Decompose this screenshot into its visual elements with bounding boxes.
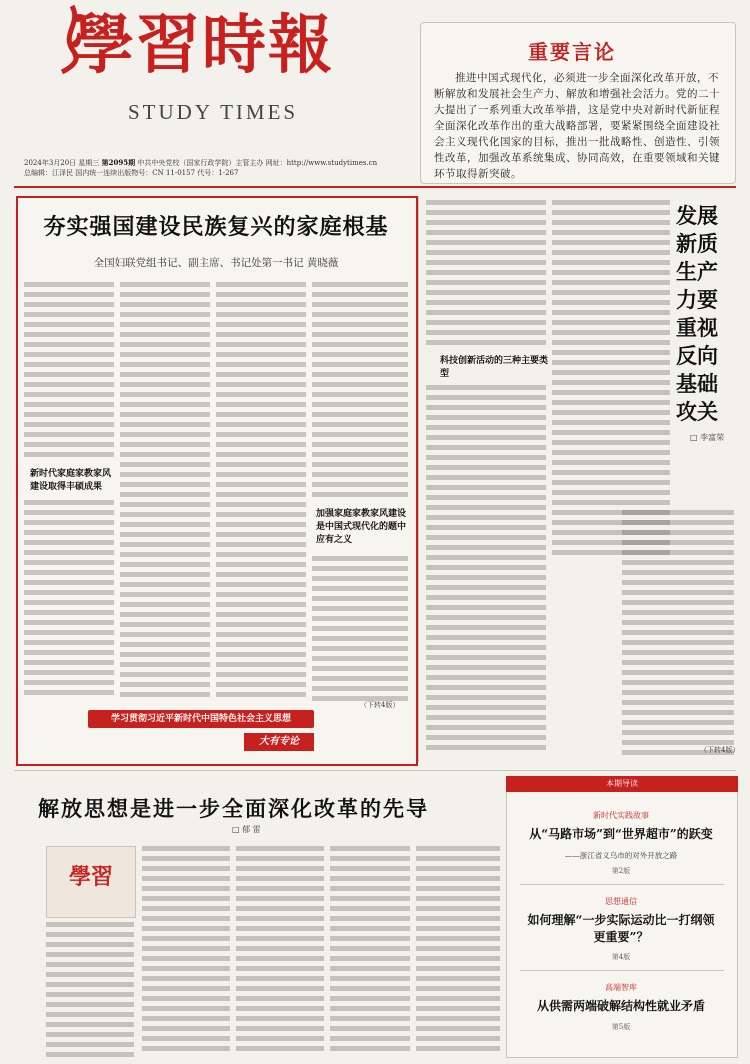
side-title-line: 基础 (676, 371, 718, 396)
guide-divider (520, 970, 724, 971)
issue-date: 2024年3月20日 (24, 159, 77, 167)
column-tag-banner: 大有专论 (244, 733, 314, 751)
column-logo (46, 846, 136, 918)
second-article-title[interactable]: 解放思想是进一步全面深化改革的先导 (38, 796, 429, 821)
side-title-line: 发展 (676, 203, 718, 228)
second-article-author: □ 郁 雷 (232, 825, 261, 834)
side-article-column-c (552, 200, 670, 555)
thought-banner: 学习贯彻习近平新时代中国特色社会主义思想 (88, 710, 314, 728)
lead-article-subhead-2: 加强家庭家教家风建设是中国式现代化的题中应有之义 (316, 509, 407, 545)
side-article-continued: （下转4版） (700, 746, 740, 754)
second-article-column-2 (142, 846, 230, 1056)
side-title-line: 重视 (676, 315, 718, 340)
second-article-column-5 (416, 846, 500, 1056)
lead-article-title[interactable]: 夯实强国建设民族复兴的家庭根基 (43, 214, 389, 240)
second-article-column-4 (330, 846, 410, 1056)
editor-label: 总编辑：江泽民 (24, 169, 73, 177)
lead-article-subhead-1: 新时代家庭家教家风建设取得丰硕成果 (30, 469, 112, 492)
issue-weekday: 星期三 (78, 159, 100, 167)
side-title-line: 反向 (676, 343, 718, 368)
important-quote-text: 推进中国式现代化，必须进一步全面深化改革开放，不断解放和发展社会生产力、解放和增强社会活力。党的二十大提出了一系列重大改革举措，这是党中央对新时代新征程全面深化改革作出的重大战略部署，要紧紧围绕全面建设社会主义现代化国家的目标，推出一批战略性、创造性、引领性改革，加强改革系统集成、协同高效，在重要领域和关键环节取得新突破。 (434, 72, 720, 180)
second-article-column-1 (46, 922, 134, 1057)
side-article-title[interactable] (676, 202, 736, 426)
side-article-column-b (426, 385, 546, 755)
guide-item-1-page: 第2版 (611, 867, 631, 875)
guide-divider (520, 884, 724, 885)
guide-item-1-sub: ——浙江省义乌市的对外开放之路 (564, 851, 678, 860)
lead-article-column-3 (216, 282, 306, 702)
site-url[interactable]: 网址：http://www.studytimes.cn (265, 159, 378, 167)
side-article-column-a (426, 200, 546, 350)
lead-article-column-4b (312, 556, 408, 706)
masthead-english-title: STUDY TIMES (128, 100, 299, 124)
guide-item-3-title[interactable]: 从供需两端破解结构性就业矛盾 (536, 999, 705, 1013)
side-title-line: 新质 (676, 231, 718, 256)
publisher-label: 中共中央党校（国家行政学院）主管主办 (137, 159, 264, 167)
domestic-code: 国内统一连续出版物号：CN 11-0157 (75, 169, 196, 177)
postal-code: 代号：1-267 (197, 169, 239, 177)
lead-article-byline: 全国妇联党组书记、副主席、书记处第一书记 黄晓薇 (93, 257, 339, 269)
guide-item-1-kicker: 新时代实践故事 (593, 811, 649, 820)
second-article-column-3 (236, 846, 324, 1056)
guide-item-2-page: 第4版 (611, 953, 631, 961)
column-logo-text: 學習 (68, 864, 113, 890)
guide-item-1-title[interactable]: 从“马路市场”到“世界超市”的跃变 (529, 827, 713, 841)
masthead-divider (14, 186, 736, 188)
lead-article-column-1 (24, 282, 114, 462)
side-article-column-d (622, 510, 734, 755)
guide-header: 本期导读 (506, 776, 738, 792)
important-quote-title: 重要言论 (528, 40, 616, 64)
guide-item-3-page: 第5版 (611, 1023, 631, 1031)
side-title-line: 力要 (676, 287, 718, 312)
lead-article-column-1b (24, 500, 114, 700)
lead-article-column-4 (312, 282, 408, 502)
side-article-subhead: 科技创新活动的三种主要类型 (440, 356, 549, 379)
lead-article-continued: （下转4版） (360, 701, 400, 709)
column-divider (418, 196, 419, 762)
side-title-line: 生产 (676, 259, 718, 284)
guide-item-2-title[interactable]: 如何理解“一步实际运动比一打纲领更重要”？ (527, 913, 715, 944)
side-title-line: 攻关 (676, 399, 718, 424)
side-article-author: □ 李富荣 (690, 433, 725, 442)
issue-number: 第2095期 (101, 158, 136, 167)
masthead-info-line (24, 158, 419, 178)
guide-item-2-kicker: 思想通信 (605, 897, 637, 906)
section-divider (14, 770, 736, 771)
masthead-title: 學習時報 (70, 8, 334, 83)
guide-item-3-kicker: 高端智库 (605, 983, 637, 992)
lead-article-column-2 (120, 282, 210, 702)
